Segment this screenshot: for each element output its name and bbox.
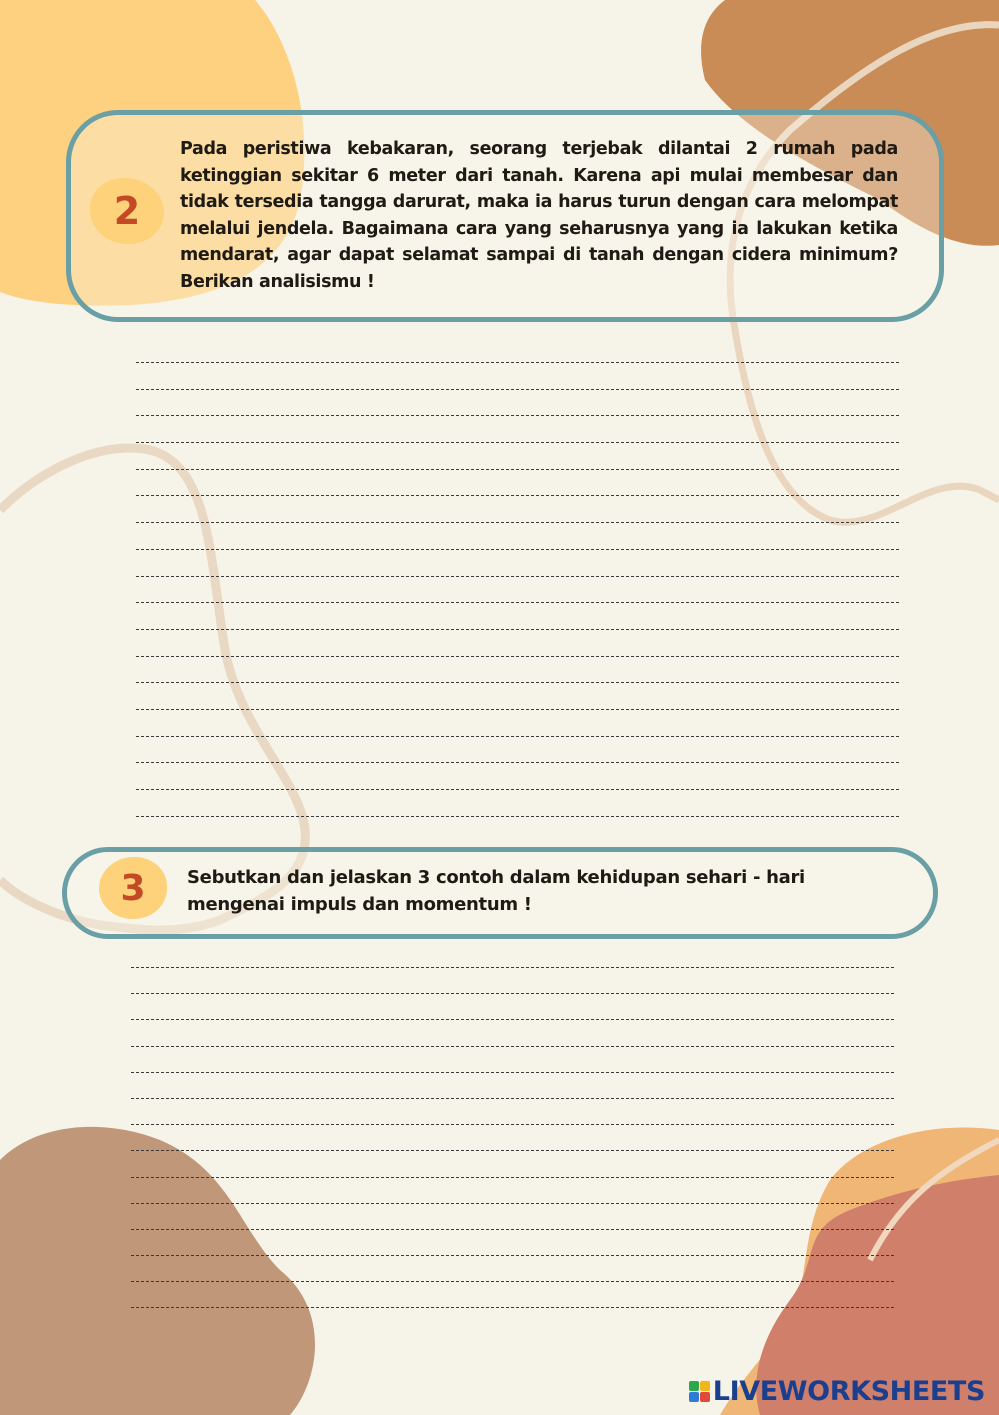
answer-line <box>136 736 899 737</box>
answer-line <box>136 682 899 683</box>
answer-line <box>131 1177 894 1178</box>
answer-line <box>136 762 899 763</box>
answer-line <box>131 967 894 968</box>
question-3-number-badge: 3 <box>99 857 167 919</box>
answer-line <box>136 469 899 470</box>
answer-line <box>131 1203 894 1204</box>
answer-line <box>136 549 899 550</box>
answer-line <box>136 789 899 790</box>
answer-line <box>131 1098 894 1099</box>
answer-line <box>136 709 899 710</box>
answer-line <box>131 1255 894 1256</box>
question-2-answer-area[interactable] <box>136 362 899 842</box>
answer-line <box>131 1124 894 1125</box>
answer-line <box>131 1150 894 1151</box>
brand-name: LIVEWORKSHEETS <box>712 1376 985 1407</box>
answer-line <box>131 1229 894 1230</box>
answer-line <box>131 1072 894 1073</box>
answer-line <box>131 1307 894 1308</box>
question-3-answer-area[interactable] <box>131 967 894 1334</box>
answer-line <box>136 389 899 390</box>
answer-line <box>131 993 894 994</box>
liveworksheets-logo-icon <box>689 1381 710 1402</box>
question-2-number-badge: 2 <box>90 178 164 244</box>
answer-line <box>136 629 899 630</box>
answer-line <box>131 1046 894 1047</box>
answer-line <box>136 576 899 577</box>
answer-line <box>136 495 899 496</box>
answer-line <box>136 415 899 416</box>
answer-line <box>136 602 899 603</box>
answer-line <box>136 656 899 657</box>
answer-line <box>131 1281 894 1282</box>
question-2-text: Pada peristiwa kebakaran, seorang terjebak dilantai 2 rumah pada ketinggian sekitar 6 meter dari tanah. Karena api mulai membesar dan tidak tersedia tangga darurat, maka ia harus turun dengan cara melompat melalui jendela. Bagaimana cara yang seharusnya yang ia lakukan ketika mendarat, agar dapat selamat sampai di tanah dengan cidera minimum? Berikan analisismu ! <box>180 139 898 292</box>
question-3-text: Sebutkan dan jelaskan 3 contoh dalam kehidupan sehari - hari mengenai impuls dan momentum ! <box>187 867 805 915</box>
answer-line <box>131 1019 894 1020</box>
answer-line <box>136 816 899 817</box>
answer-line <box>136 362 899 363</box>
liveworksheets-brand[interactable] <box>689 1376 985 1407</box>
answer-line <box>136 442 899 443</box>
answer-line <box>136 522 899 523</box>
